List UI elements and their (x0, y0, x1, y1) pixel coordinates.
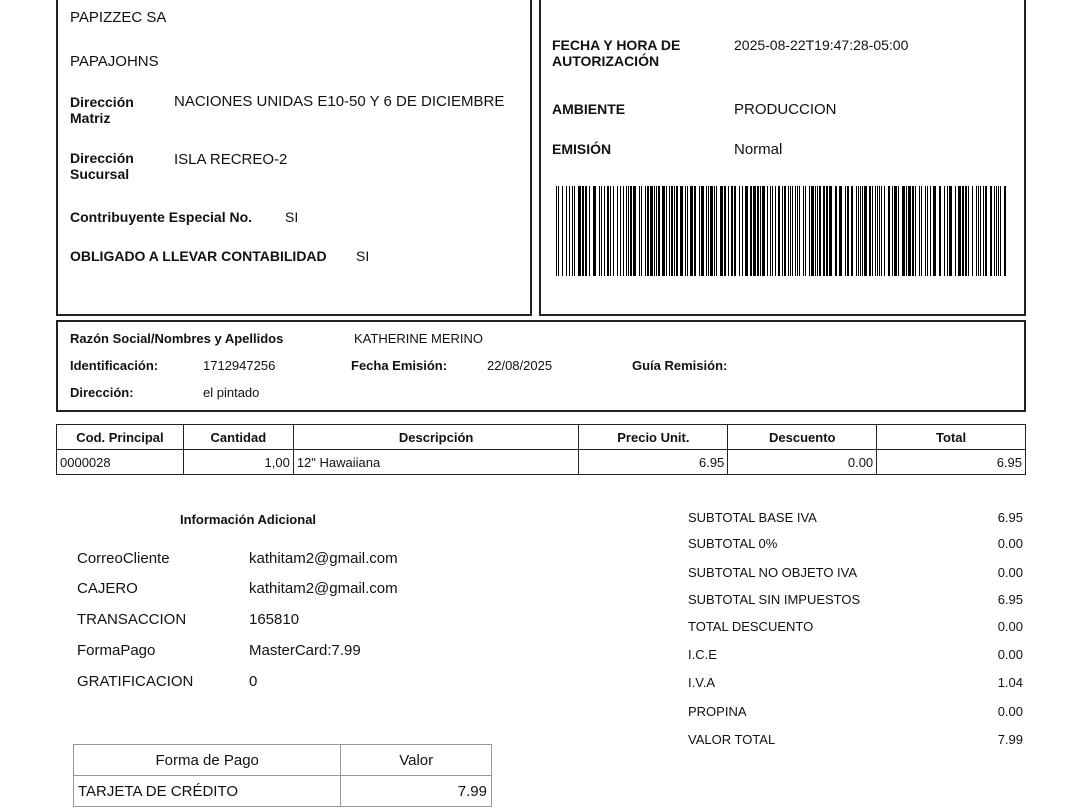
customer-fecha-label: Fecha Emisión: (351, 358, 448, 373)
fecha-autorizacion-label-line1: FECHA Y HORA DE (552, 37, 681, 53)
dir-sucursal-label-line2: Sucursal (70, 166, 130, 182)
total-value: 6.95 (997, 510, 1023, 525)
dir-sucursal-label (70, 150, 134, 182)
dir-matriz-label-line2: Matriz (70, 110, 111, 126)
info-row-value: kathitam2@gmail.com (249, 580, 398, 597)
col-header-precio: Precio Unit. (579, 425, 728, 450)
total-value: 0.00 (997, 647, 1023, 662)
col-header-descuento: Descuento (728, 425, 877, 450)
total-value: 0.00 (997, 536, 1023, 551)
fecha-autorizacion-label-line2: AUTORIZACIÓN (552, 53, 660, 69)
payment-header-valor: Valor (341, 745, 492, 776)
customer-razon-label: Razón Social/Nombres y Apellidos (70, 331, 284, 346)
total-label: SUBTOTAL SIN IMPUESTOS (688, 592, 861, 607)
payment-valor: 7.99 (341, 776, 492, 807)
total-label: I.C.E (688, 647, 717, 662)
info-row-label: GRATIFICACION (77, 673, 194, 690)
total-value: 0.00 (997, 565, 1023, 580)
emision-value: Normal (734, 141, 783, 158)
total-valor-total (688, 732, 1023, 747)
col-header-cantidad: Cantidad (183, 425, 293, 450)
total-label: TOTAL DESCUENTO (688, 619, 814, 634)
customer-dir-value: el pintado (203, 385, 260, 400)
cell-codigo: 0000028 (57, 450, 184, 475)
contribuyente-label: Contribuyente Especial No. (70, 209, 253, 225)
info-row-value: 165810 (249, 611, 300, 628)
total-ice (688, 647, 1023, 662)
issuer-razon-social: PAPIZZEC SA (70, 9, 167, 26)
col-header-total: Total (877, 425, 1026, 450)
payment-forma: TARJETA DE CRÉDITO (74, 776, 341, 807)
total-label: PROPINA (688, 704, 747, 719)
info-row-label: CorreoCliente (77, 550, 170, 567)
total-label: SUBTOTAL 0% (688, 536, 778, 551)
info-row-label: FormaPago (77, 642, 156, 659)
total-value: 0.00 (997, 619, 1023, 634)
total-iva (688, 675, 1023, 690)
info-row-value: 0 (249, 673, 258, 690)
info-row-label: TRANSACCION (77, 611, 187, 628)
info-adicional-title: Información Adicional (180, 512, 317, 527)
dir-sucursal-label-line1: Dirección (70, 150, 134, 166)
total-value: 7.99 (997, 732, 1023, 747)
info-row-value: MasterCard:7.99 (249, 642, 361, 659)
customer-guia-label: Guía Remisión: (632, 358, 728, 373)
dir-matriz-value: NACIONES UNIDAS E10-50 Y 6 DE DICIEMBRE (174, 93, 505, 110)
cell-cantidad: 1,00 (183, 450, 293, 475)
customer-razon-value: KATHERINE MERINO (354, 331, 484, 346)
table-row (57, 450, 1026, 475)
obligado-value: SI (356, 248, 370, 264)
total-subtotal-no-objeto-iva (688, 565, 1023, 580)
total-value: 0.00 (997, 704, 1023, 719)
obligado-label: OBLIGADO A LLEVAR CONTABILIDAD (70, 248, 327, 264)
total-descuento (688, 619, 1023, 634)
barcode (556, 186, 1006, 276)
total-value: 1.04 (997, 675, 1023, 690)
items-table (56, 424, 1026, 475)
emision-label: EMISIÓN (552, 141, 612, 157)
payment-header-row (74, 745, 492, 776)
ambiente-value: PRODUCCION (734, 101, 837, 118)
total-propina (688, 704, 1023, 719)
issuer-nombre-comercial: PAPAJOHNS (70, 53, 159, 70)
total-label: I.V.A (688, 675, 715, 690)
total-value: 6.95 (997, 592, 1023, 607)
payment-table (73, 744, 492, 807)
cell-descuento: 0.00 (728, 450, 877, 475)
cell-descripcion: 12" Hawaiiana (293, 450, 579, 475)
payment-row (74, 776, 492, 807)
contribuyente-value: SI (285, 209, 299, 225)
total-subtotal-base-iva (688, 510, 1023, 525)
dir-matriz-label-line1: Dirección (70, 94, 134, 110)
info-row-label: CAJERO (77, 580, 138, 597)
cell-total: 6.95 (877, 450, 1026, 475)
customer-id-label: Identificación: (70, 358, 159, 373)
ambiente-label: AMBIENTE (552, 101, 626, 117)
total-subtotal-sin-impuestos (688, 592, 1023, 607)
dir-sucursal-value: ISLA RECREO-2 (174, 151, 288, 168)
col-header-descripcion: Descripción (293, 425, 579, 450)
items-header-row (57, 425, 1026, 450)
info-row-value: kathitam2@gmail.com (249, 550, 398, 567)
fecha-autorizacion-value: 2025-08-22T19:47:28-05:00 (734, 37, 909, 53)
total-label: SUBTOTAL NO OBJETO IVA (688, 565, 858, 580)
customer-dir-label: Dirección: (70, 385, 134, 400)
customer-id-value: 1712947256 (203, 358, 276, 373)
payment-header-forma: Forma de Pago (74, 745, 341, 776)
total-label: SUBTOTAL BASE IVA (688, 510, 817, 525)
total-subtotal-0 (688, 536, 1023, 551)
total-label: VALOR TOTAL (688, 732, 776, 747)
fecha-autorizacion-label (552, 37, 680, 69)
cell-precio: 6.95 (579, 450, 728, 475)
col-header-codigo: Cod. Principal (57, 425, 184, 450)
customer-fecha-value: 22/08/2025 (487, 358, 553, 373)
dir-matriz-label (70, 94, 134, 126)
